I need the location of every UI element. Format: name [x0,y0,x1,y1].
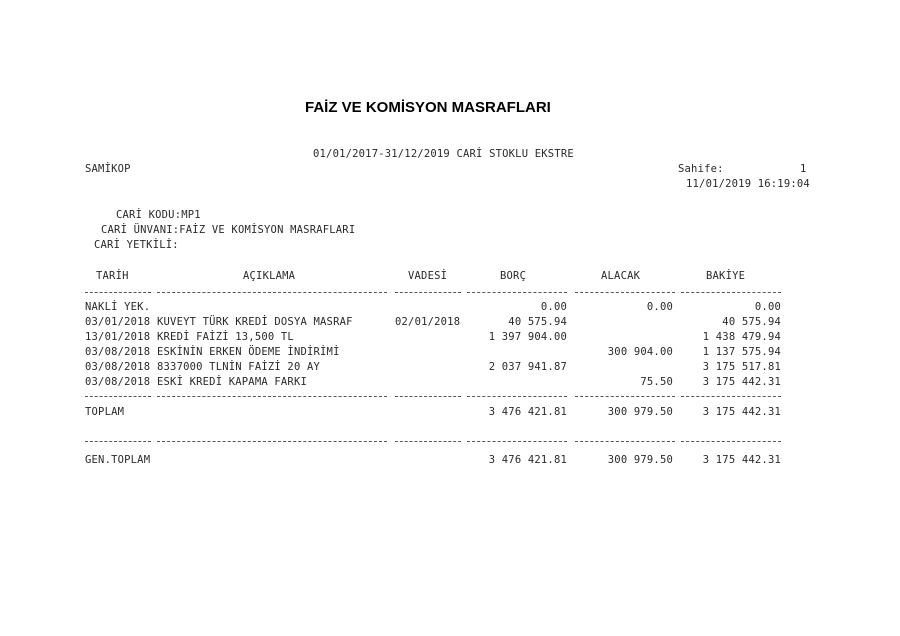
row-balance: 1 438 479.94 [702,331,781,343]
row-debit: 2 037 941.87 [488,361,567,373]
row-balance: 3 175 517.81 [702,361,781,373]
page-number: 1 [800,163,807,175]
row-balance: 40 575.94 [722,316,781,328]
page-label: Sahife: [678,163,724,175]
row-description: ESKİ KREDİ KAPAMA FARKI [157,376,307,388]
row-due-date: 02/01/2018 [395,316,461,328]
row-balance: 3 175 442.31 [702,376,781,388]
col-header-balance: BAKİYE [706,270,746,282]
row-balance: 1 137 575.94 [702,346,781,358]
row-description: KREDİ FAİZİ 13,500 TL [157,331,294,343]
col-header-date: TARİH [96,270,129,282]
row-description: NAKLİ YEK. [85,301,151,313]
total-label: TOPLAM [85,406,125,418]
row-description: 8337000 TLNİN FAİZİ 20 AY [157,361,321,373]
account-code: CARİ KODU:MP1 [116,209,201,221]
row-date: 13/01/2018 [85,331,151,343]
report-title: FAİZ VE KOMİSYON MASRAFLARI [305,99,551,116]
row-debit: 0.00 [540,301,567,313]
total-credit: 300 979.50 [607,406,673,418]
grand-total-label: GEN.TOPLAM [85,454,151,466]
row-credit: 300 904.00 [607,346,673,358]
row-description: KUVEYT TÜRK KREDİ DOSYA MASRAF [157,316,353,328]
row-credit: 0.00 [646,301,673,313]
row-date: 03/08/2018 [85,361,151,373]
date-range: 01/01/2017-31/12/2019 CARİ STOKLU EKSTRE [313,148,574,160]
col-header-debit: BORÇ [500,270,527,282]
company-name: SAMİKOP [85,163,131,175]
total-balance: 3 175 442.31 [702,406,781,418]
row-balance: 0.00 [754,301,781,313]
row-debit: 1 397 904.00 [488,331,567,343]
row-date: 03/01/2018 [85,316,151,328]
row-date: 03/08/2018 [85,376,151,388]
grand-total-debit: 3 476 421.81 [488,454,567,466]
col-header-due-date: VADESİ [408,270,448,282]
col-header-credit: ALACAK [601,270,641,282]
grand-total-balance: 3 175 442.31 [702,454,781,466]
row-date: 03/08/2018 [85,346,151,358]
grand-total-credit: 300 979.50 [607,454,673,466]
account-title: CARİ ÜNVANI:FAİZ VE KOMİSYON MASRAFLARI [101,224,356,236]
col-header-description: AÇIKLAMA [243,270,296,282]
print-datetime: 11/01/2019 16:19:04 [686,178,810,190]
row-credit: 75.50 [640,376,673,388]
total-debit: 3 476 421.81 [488,406,567,418]
account-officer: CARİ YETKİLİ: [94,239,179,251]
row-description: ESKİNİN ERKEN ÖDEME İNDİRİMİ [157,346,340,358]
row-debit: 40 575.94 [508,316,567,328]
